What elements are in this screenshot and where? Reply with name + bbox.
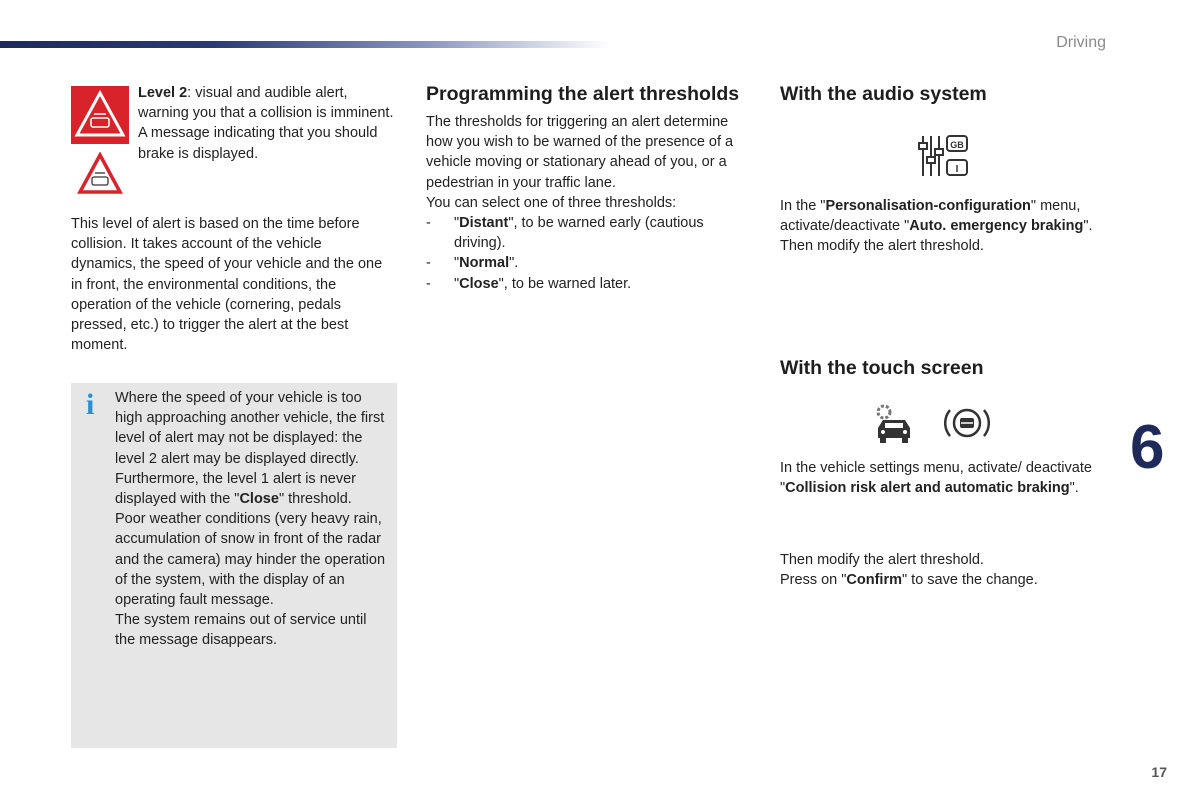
touch-title: With the touch screen <box>780 357 984 379</box>
touch-instructions: In the vehicle settings menu, activate/ deactivate "Collision risk alert and automatic braking". <box>780 460 1092 497</box>
thresholds-section <box>426 84 756 294</box>
thresholds-title: Programming the alert thresholds <box>426 83 740 105</box>
collision-warning-outline-icon <box>77 152 123 201</box>
header-bar <box>0 41 610 48</box>
section-label: Driving <box>1056 34 1106 51</box>
info-icon: i <box>86 388 95 421</box>
list-item: - "Distant", to be warned early (cautious driving). <box>426 215 704 252</box>
audio-icon-bottom: I <box>955 164 959 175</box>
page-number: 17 <box>1151 764 1167 780</box>
level2-label: Level 2 <box>138 85 188 101</box>
info-line-3: Poor weather conditions (very heavy rain, accumulation of snow in front of the radar and the camera) may hinder the operation of the system, with the display of an operating fault message. <box>115 511 386 609</box>
touch-section <box>780 358 1120 379</box>
info-line-1: Where the speed of your vehicle is too high approaching another vehicle, the first level of alert may not be displayed: the level 2 alert may be displayed directly. <box>115 390 385 467</box>
thresholds-intro: The thresholds for triggering an alert determine how you wish to be warned of the presence of a vehicle moving or stationary ahead of you, or a pedestrian in your traffic lane. <box>426 114 734 191</box>
info-text <box>115 388 387 651</box>
audio-title: With the audio system <box>780 83 987 105</box>
alert-level-text: This level of alert is based on the time before collision. It takes account of the vehicle dynamics, the speed of your vehicle and the one in front, the environmental conditions, the operation of the vehicle (cornering, pedals pressed, etc.) to trigger the alert at the best moment. <box>71 216 383 354</box>
thresholds-select: You can select one of three thresholds: <box>426 194 677 211</box>
info-line-2: Furthermore, the level 1 alert is never displayed with the "Close" threshold. <box>115 470 356 508</box>
touch-confirm-instructions: Then modify the alert threshold. Press on "Confirm" to save the change. <box>780 550 1120 590</box>
chapter-number: 6 <box>1130 413 1164 482</box>
list-item: - "Normal". <box>426 255 519 272</box>
level2-message: A message indicating that you should brake is displayed. <box>138 125 378 162</box>
audio-section <box>780 84 1120 105</box>
collision-warning-red-icon <box>71 86 129 149</box>
audio-threshold-text: Then modify the alert threshold. <box>780 238 984 255</box>
audio-instructions: In the "Personalisation-configuration" menu, activate/deactivate "Auto. emergency braking". Then modify the alert threshold. <box>780 196 1120 257</box>
emergency-brake-icon <box>944 403 990 448</box>
alert-level-paragraph <box>71 214 389 355</box>
settings-sliders-icon <box>918 133 970 184</box>
list-item: - "Close", to be warned later. <box>426 275 632 292</box>
info-line-4: The system remains out of service until the message disappears. <box>115 612 367 649</box>
audio-icon-top: GB <box>950 140 964 150</box>
level2-description <box>138 83 400 164</box>
vehicle-settings-icon <box>870 400 918 451</box>
touch-threshold-text: Then modify the alert threshold. <box>780 552 984 568</box>
level2-text: : visual and audible alert, warning you that a collision is imminent. <box>138 85 394 122</box>
